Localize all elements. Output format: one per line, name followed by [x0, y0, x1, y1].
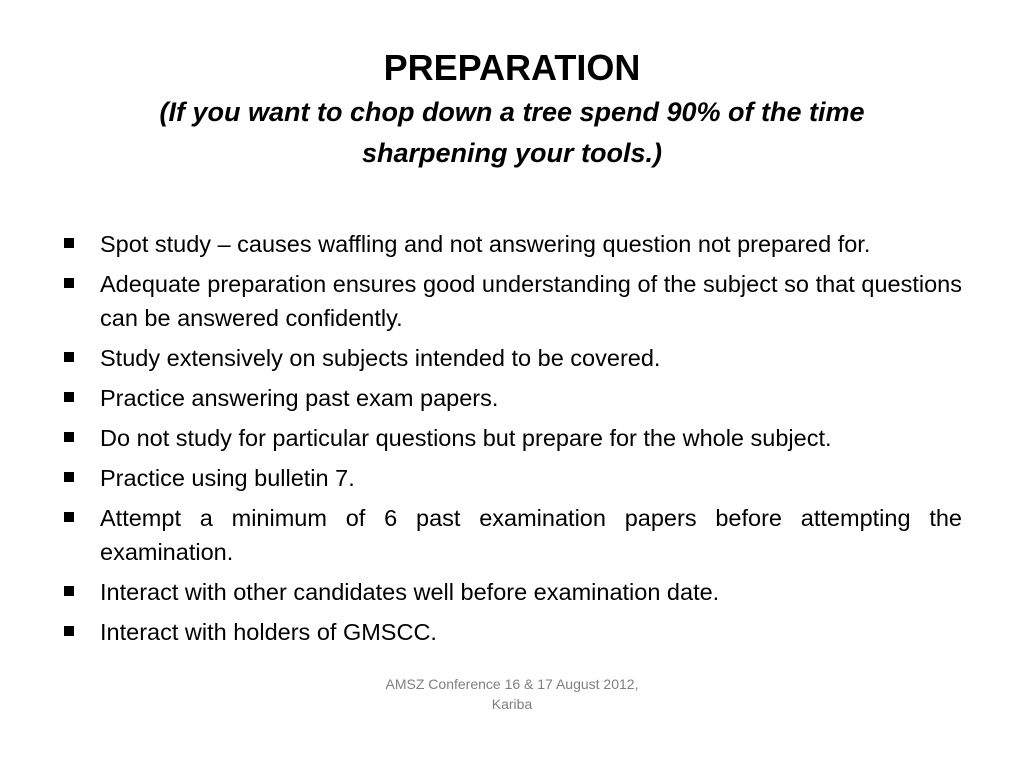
bullet-text: Spot study – causes waffling and not answering question not prepared for. — [100, 231, 871, 257]
bullet-text: Study extensively on subjects intended to be covered. — [100, 345, 661, 371]
bullet-item — [62, 341, 962, 375]
title-block — [60, 44, 964, 174]
slide-subtitle — [60, 92, 964, 174]
bullet-item — [62, 461, 962, 495]
square-bullet-icon — [64, 626, 74, 636]
slide-title: PREPARATION — [383, 47, 641, 88]
bullet-text: Attempt a minimum of 6 past examination papers before attempting the examination. — [100, 505, 962, 565]
square-bullet-icon — [64, 586, 74, 596]
bullet-text: Adequate preparation ensures good understanding of the subject so that questions can be answered confidently. — [100, 271, 962, 331]
bullet-item — [62, 227, 962, 261]
subtitle-line-1: (If you want to chop down a tree spend 90% of the time — [159, 97, 865, 127]
square-bullet-icon — [64, 512, 74, 522]
bullet-text: Do not study for particular questions but prepare for the whole subject. — [100, 425, 832, 451]
square-bullet-icon — [64, 392, 74, 402]
slide-footer — [312, 674, 712, 714]
square-bullet-icon — [64, 472, 74, 482]
bullet-list — [62, 227, 962, 655]
square-bullet-icon — [64, 278, 74, 288]
bullet-text: Interact with holders of GMSCC. — [100, 619, 437, 645]
bullet-item — [62, 381, 962, 415]
square-bullet-icon — [64, 238, 74, 248]
bullet-item — [62, 421, 962, 455]
bullet-item — [62, 615, 962, 649]
square-bullet-icon — [64, 432, 74, 442]
subtitle-line-2: sharpening your tools.) — [361, 138, 663, 168]
bullet-item — [62, 575, 962, 609]
bullet-text: Practice answering past exam papers. — [100, 385, 499, 411]
bullet-item — [62, 267, 962, 335]
bullet-item — [62, 501, 962, 569]
bullet-text: Interact with other candidates well before examination date. — [100, 579, 720, 605]
square-bullet-icon — [64, 352, 74, 362]
bullet-text: Practice using bulletin 7. — [100, 465, 355, 491]
footer-line-2: Kariba — [491, 696, 533, 712]
footer-line-1: AMSZ Conference 16 & 17 August 2012, — [385, 676, 639, 692]
